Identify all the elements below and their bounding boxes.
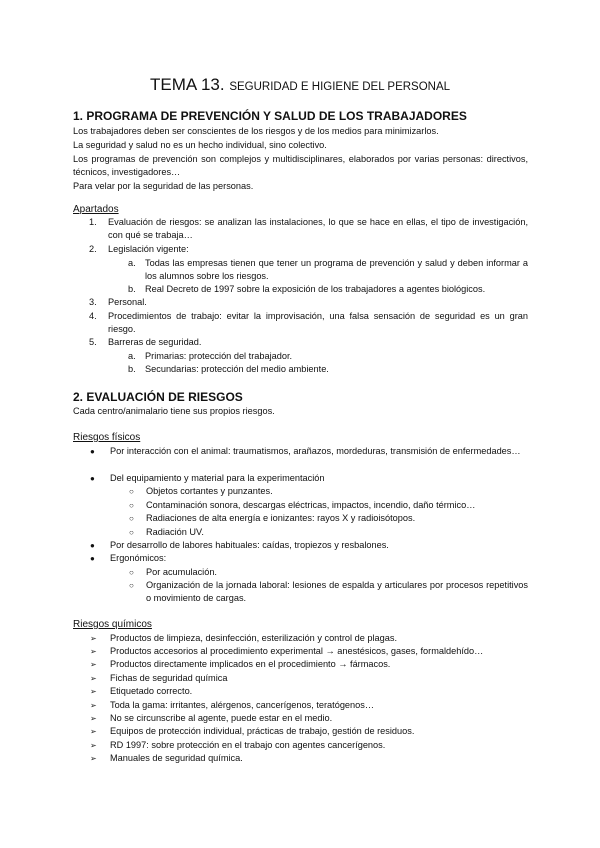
- list-item: [90, 699, 528, 712]
- section1-paragraph: Los programas de prevención son complejos y multidisciplinares, elaborados por varias personas: directivos, técnicos, investigadores…: [73, 154, 528, 178]
- list-item: [90, 472, 528, 485]
- list-item: [89, 243, 528, 256]
- list-item: [90, 712, 528, 725]
- list-item-text: RD 1997: sobre protección en el trabajo con agentes cancerígenos.: [110, 740, 386, 750]
- list-item-text: Personal.: [108, 297, 147, 307]
- list-item-text: Procedimientos de trabajo: evitar la improvisación, una falsa sensación de seguridad es un gran riesgo.: [108, 311, 528, 335]
- list-item: [90, 539, 528, 552]
- list-item: [89, 296, 528, 309]
- list-item-text: No se circunscribe al agente, puede estar en el medio.: [110, 713, 333, 723]
- list-item: [90, 445, 528, 458]
- list-item: [89, 310, 528, 336]
- list-item-text: Primarias: protección del trabajador.: [145, 351, 293, 361]
- arrow-bullet-icon: ➢: [90, 660, 97, 669]
- list-item-text: Equipos de protección individual, prácticas de trabajo, gestión de residuos.: [110, 726, 415, 736]
- list-item-text: Manuales de seguridad química.: [110, 753, 243, 763]
- section1-paragraph: La seguridad y salud no es un hecho individual, sino colectivo.: [73, 140, 327, 150]
- list-item-text: Productos accesorios al procedimiento experimental → anestésicos, gases, formaldehído…: [110, 646, 484, 656]
- list-marker: 5.: [89, 337, 97, 347]
- title-main: TEMA 13.: [149, 75, 225, 94]
- list-item-text: Por acumulación.: [146, 567, 217, 577]
- list-item: [129, 499, 528, 512]
- riesgos-quimicos-subheading: Riesgos químicos: [73, 619, 152, 630]
- list-item: [90, 685, 528, 698]
- list-item-text: Radiación UV.: [146, 527, 204, 537]
- list-item-text: Real Decreto de 1997 sobre la exposición de los trabajadores a agentes biológicos.: [145, 284, 486, 294]
- circle-bullet-icon: ○: [129, 568, 134, 577]
- list-marker: b.: [128, 284, 136, 294]
- circle-bullet-icon: ○: [129, 528, 134, 537]
- list-marker: b.: [128, 364, 136, 374]
- list-item-text: Por desarrollo de labores habituales: caídas, tropiezos y resbalones.: [110, 540, 389, 550]
- bullet-icon: ●: [90, 474, 95, 483]
- list-marker: a.: [128, 258, 136, 268]
- list-item-text: Contaminación sonora, descargas eléctricas, impactos, incendio, daño térmico…: [146, 500, 476, 510]
- arrow-bullet-icon: ➢: [90, 714, 97, 723]
- bullet-icon: ●: [90, 447, 95, 456]
- section1-paragraph: Para velar por la seguridad de las personas.: [73, 181, 254, 191]
- list-item: [129, 485, 528, 498]
- list-marker: a.: [128, 351, 136, 361]
- list-item-text: Del equipamiento y material para la experimentación: [110, 473, 325, 483]
- arrow-bullet-icon: ➢: [90, 687, 97, 696]
- list-item: [90, 658, 528, 671]
- list-item: [90, 552, 528, 565]
- list-marker: 4.: [89, 311, 97, 321]
- arrow-bullet-icon: ➢: [90, 741, 97, 750]
- bullet-icon: ●: [90, 541, 95, 550]
- list-item: [129, 566, 528, 579]
- arrow-bullet-icon: ➢: [90, 674, 97, 683]
- list-item: [129, 579, 528, 605]
- arrow-bullet-icon: ➢: [90, 647, 97, 656]
- list-item: [129, 526, 528, 539]
- list-item-text: Productos de limpieza, desinfección, esterilización y control de plagas.: [110, 633, 398, 643]
- list-item: [128, 257, 528, 283]
- list-item-text: Legislación vigente:: [108, 244, 189, 254]
- arrow-bullet-icon: ➢: [90, 754, 97, 763]
- list-item-text: Evaluación de riesgos: se analizan las instalaciones, lo que se hace en ellas, el tipo de investigación, con qué se trabaja…: [108, 217, 528, 241]
- bullet-icon: ●: [90, 554, 95, 563]
- circle-bullet-icon: ○: [129, 581, 134, 590]
- list-item-text: Productos directamente implicados en el procedimiento → fármacos.: [110, 659, 391, 669]
- list-item: [90, 739, 528, 752]
- list-item: [128, 350, 528, 363]
- list-item: [90, 752, 528, 765]
- list-item: [128, 283, 528, 296]
- list-item: [90, 645, 528, 658]
- section1-paragraph: Los trabajadores deben ser conscientes de los riesgos y de los medios para minimizarlos.: [73, 126, 439, 136]
- arrow-bullet-icon: ➢: [90, 727, 97, 736]
- list-item: [90, 672, 528, 685]
- list-item-text: Objetos cortantes y punzantes.: [146, 486, 273, 496]
- list-item: [89, 336, 528, 349]
- page-title: [0, 75, 600, 97]
- list-marker: 2.: [89, 244, 97, 254]
- circle-bullet-icon: ○: [129, 487, 134, 496]
- list-item: [129, 512, 528, 525]
- title-sub: SEGURIDAD E HIGIENE DEL PERSONAL: [229, 81, 451, 93]
- circle-bullet-icon: ○: [129, 514, 134, 523]
- list-item: [90, 632, 528, 645]
- arrow-bullet-icon: ➢: [90, 701, 97, 710]
- list-item-text: Barreras de seguridad.: [108, 337, 202, 347]
- list-item: [89, 216, 528, 242]
- list-item-text: Secundarias: protección del medio ambiente.: [145, 364, 329, 374]
- list-marker: 1.: [89, 217, 97, 227]
- list-item-text: Todas las empresas tienen que tener un programa de prevención y salud y deben informar a los alumnos sobre los riesgos.: [145, 258, 528, 282]
- riesgos-fisicos-subheading: Riesgos físicos: [73, 432, 141, 443]
- list-item: [90, 725, 528, 738]
- section2-heading: 2. EVALUACIÓN DE RIESGOS: [73, 390, 243, 404]
- apartados-subheading: Apartados: [73, 204, 119, 215]
- section1-heading: 1. PROGRAMA DE PREVENCIÓN Y SALUD DE LOS TRABAJADORES: [73, 109, 467, 123]
- circle-bullet-icon: ○: [129, 501, 134, 510]
- list-item-text: Toda la gama: irritantes, alérgenos, cancerígenos, teratógenos…: [110, 700, 375, 710]
- list-item-text: Etiquetado correcto.: [110, 686, 193, 696]
- list-marker: 3.: [89, 297, 97, 307]
- list-item-text: Ergonómicos:: [110, 553, 167, 563]
- list-item-text: Organización de la jornada laboral: lesiones de espalda y articulares por procesos repetitivos o movimiento de cargas.: [146, 580, 528, 604]
- list-item-text: Radiaciones de alta energía e ionizantes: rayos X y radioisótopos.: [146, 513, 416, 523]
- section2-intro: Cada centro/animalario tiene sus propios riesgos.: [73, 406, 275, 416]
- arrow-bullet-icon: ➢: [90, 634, 97, 643]
- list-item-text: Por interacción con el animal: traumatismos, arañazos, mordeduras, transmisión de enfermedades…: [110, 446, 521, 456]
- list-item-text: Fichas de seguridad química: [110, 673, 228, 683]
- list-item: [128, 363, 528, 376]
